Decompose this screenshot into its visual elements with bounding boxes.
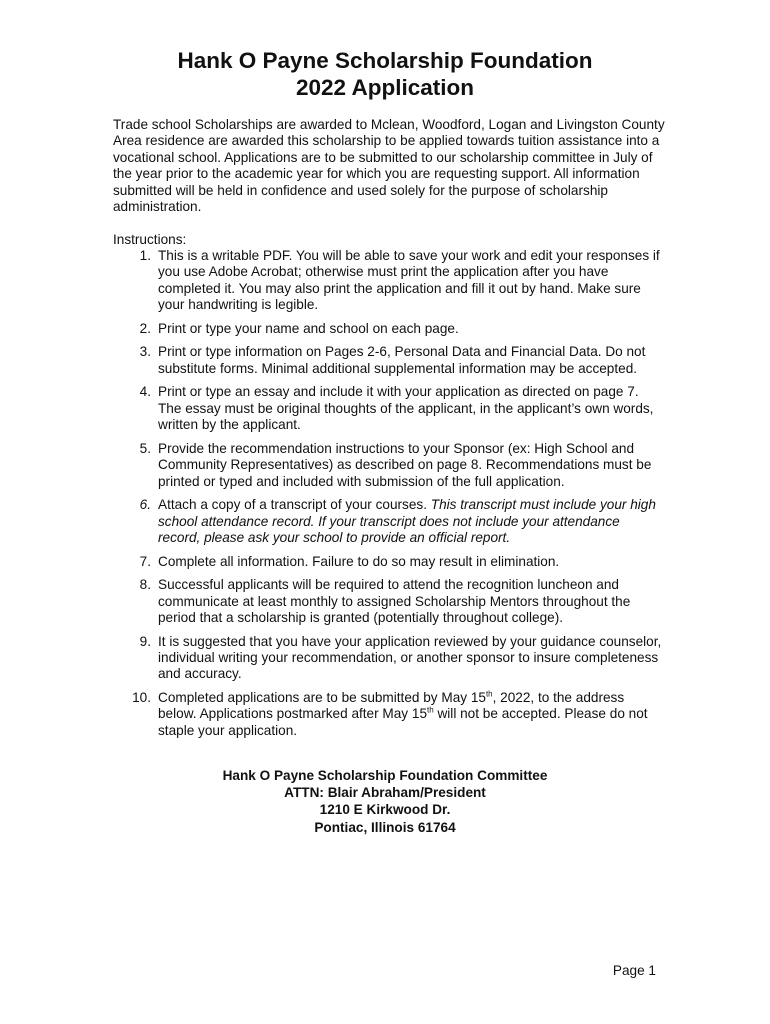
instruction-text: It is suggested that you have your application reviewed by your guidance counselor, individual writing your recommendation, or another sponsor to insure completeness and accuracy. (158, 633, 662, 682)
instructions-label: Instructions: (113, 232, 187, 247)
instruction-item-7 (113, 554, 663, 570)
instruction-text-part-3: will not be accepted. Please do not staple your application. (158, 706, 648, 738)
address-line-2: ATTN: Blair Abraham/President (284, 785, 486, 801)
instruction-text: Print or type an essay and include it with your application as directed on page 7. The essay must be original thoughts of the applicant, in the applicant’s own words, written by the applicant. (158, 384, 654, 433)
instruction-text-part-1: Completed applications are to be submitted by May 15 (158, 690, 486, 706)
title-line-2: 2022 Application (296, 75, 474, 100)
intro-paragraph: Trade school Scholarships are awarded to Mclean, Woodford, Logan and Livingston County Area residence are awarded this scholarship to be applied towards tuition assistance into a vocational school. Applications are to be submitted to our scholarship committee in July of the year prior to the academic year for which you are requesting support. All information submitted will be held in confidence and used solely for the purpose of scholarship administration. (113, 117, 665, 215)
instruction-number: 9. (139, 633, 151, 649)
instruction-text: Successful applicants will be required to attend the recognition luncheon and communicate at least monthly to assigned Scholarship Mentors throughout the period that a scholarship is granted (potentially throughout college). (158, 577, 631, 626)
instruction-number: 2. (139, 320, 151, 336)
instruction-item-8 (113, 577, 663, 626)
instruction-number: 3. (139, 344, 151, 360)
instruction-item-3 (113, 344, 663, 377)
superscript-th: th (485, 689, 493, 699)
page-number: Page 1 (612, 963, 656, 978)
instruction-number: 4. (139, 384, 151, 400)
address-line-1: Hank O Payne Scholarship Foundation Committee (222, 768, 548, 783)
page-title (0, 47, 770, 101)
instruction-number: 8. (139, 577, 151, 593)
instruction-number: 7. (139, 553, 151, 569)
address-line-3: 1210 E Kirkwood Dr. (319, 802, 451, 818)
instruction-item-5 (113, 441, 663, 490)
instruction-item-2 (113, 321, 663, 337)
instruction-italic-text: This transcript must include your high school attendance record. If your transcript does not include your attendance record, please ask your school to provide an official report. (158, 497, 656, 546)
instruction-text: Print or type your name and school on each page. (158, 320, 459, 336)
instruction-text: Provide the recommendation instructions to your Sponsor (ex: High School and Community Representatives) as described on page 8. Recommendations must be printed or typed and included with submission of the full application. (158, 440, 652, 489)
instruction-item-1 (113, 248, 663, 314)
instruction-item-9 (113, 634, 663, 683)
instruction-number: 6. (139, 497, 151, 513)
instruction-text: Print or type information on Pages 2-6, Personal Data and Financial Data. Do not substitute forms. Minimal additional supplemental information may be accepted. (158, 344, 646, 376)
mailing-address (0, 767, 770, 836)
instruction-text: This is a writable PDF. You will be able to save your work and edit your responses if you use Adobe Acrobat; otherwise must print the application after you have completed it. You may also print the application and fill it out by hand. Make sure your handwriting is legible. (158, 248, 660, 313)
instruction-item-10 (113, 690, 663, 739)
instruction-text: Complete all information. Failure to do so may result in elimination. (158, 553, 560, 569)
title-line-1: Hank O Payne Scholarship Foundation (177, 48, 593, 73)
instruction-item-4 (113, 384, 663, 433)
instruction-number: 5. (139, 440, 151, 456)
instruction-number: 1. (139, 248, 151, 263)
instruction-item-6 (113, 497, 663, 546)
instruction-text-part-2: , 2022, to the address below. Applications postmarked after May 15 (158, 690, 625, 722)
superscript-th: th (427, 705, 434, 715)
address-line-4: Pontiac, Illinois 61764 (314, 819, 456, 835)
instruction-number: 10. (132, 690, 151, 706)
instruction-text: Attach a copy of a transcript of your courses. (158, 497, 431, 513)
instructions-list (113, 248, 663, 746)
